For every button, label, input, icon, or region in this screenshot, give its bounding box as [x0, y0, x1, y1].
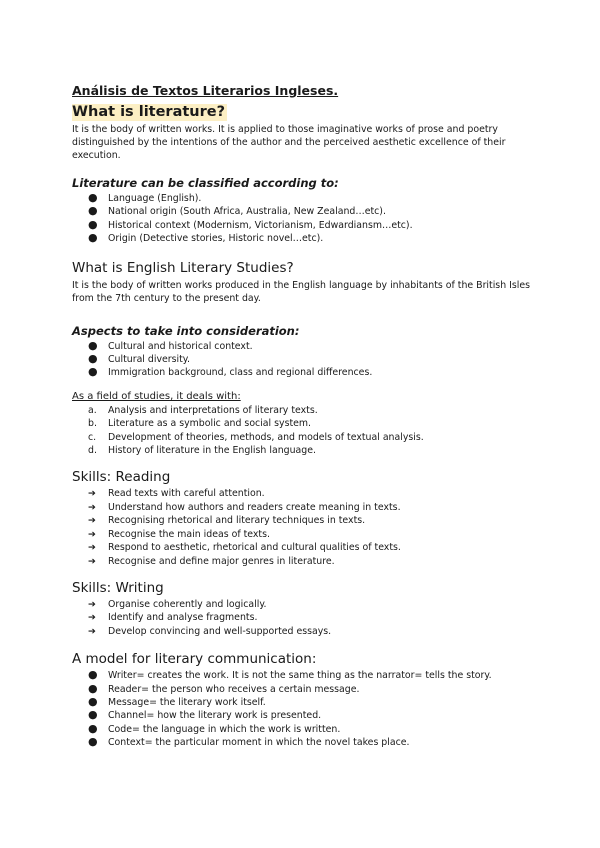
list-item: ● Reader= the person who receives a certain message. [88, 681, 360, 695]
heading-english-literary-studies: What is English Literary Studies? [72, 259, 294, 276]
section-english-literary-studies [72, 260, 532, 305]
field-of-studies-list [72, 404, 532, 458]
heading-skills-reading: Skills: Reading [72, 469, 171, 486]
list-item: ● Message= the literary work itself. [88, 694, 266, 708]
bullet-icon: ● [88, 721, 98, 735]
list-item: c. Development of theories, methods, and models of textual analysis. [88, 431, 424, 443]
bullet-icon: ● [88, 352, 98, 366]
arrow-icon: ➔ [88, 501, 96, 513]
section-classification [72, 176, 532, 246]
arrow-icon: ➔ [88, 625, 96, 637]
list-item: ● Cultural and historical context. [88, 338, 253, 352]
list-item: ➔ Develop convincing and well-supported essays. [88, 625, 332, 637]
bullet-icon: ● [88, 694, 98, 708]
heading-what-is-literature: What is literature? [72, 104, 226, 120]
english-literary-studies-definition: It is the body of written works produced in the English language by inhabitants of the British Isles from the 7th century to the present day. [72, 279, 531, 304]
bullet-icon: ● [88, 668, 98, 682]
arrow-icon: ➔ [88, 612, 96, 624]
list-item: ● Immigration background, class and regional differences. [88, 365, 373, 379]
list-marker: d. [88, 445, 97, 457]
heading-classification: Literature can be classified according to: [72, 176, 339, 190]
bullet-icon: ● [88, 708, 98, 722]
section-field-of-studies [72, 390, 532, 458]
bullet-icon: ● [88, 338, 98, 352]
heading-literary-communication-model: A model for literary communication: [72, 651, 317, 668]
bullet-icon: ● [88, 231, 98, 245]
list-item: ● Origin (Detective stories, Historic novel…etc). [88, 231, 324, 245]
section-skills-writing [72, 580, 532, 638]
arrow-icon: ➔ [88, 488, 96, 500]
arrow-icon: ➔ [88, 555, 96, 567]
list-item: ● Context= the particular moment in which the novel takes place. [88, 735, 410, 749]
skills-writing-list [72, 598, 532, 638]
list-item: ➔ Recognise the main ideas of texts. [88, 528, 270, 540]
list-item: ➔ Read texts with careful attention. [88, 488, 265, 500]
model-list [72, 669, 532, 749]
list-marker: b. [88, 418, 97, 430]
arrow-icon: ➔ [88, 542, 96, 554]
bullet-icon: ● [88, 217, 98, 231]
heading-field-of-studies: As a field of studies, it deals with: [72, 390, 241, 402]
bullet-icon: ● [88, 365, 98, 379]
list-item: d. History of literature in the English language. [88, 445, 316, 457]
bullet-icon: ● [88, 191, 98, 204]
bullet-icon: ● [88, 681, 98, 695]
list-item: ● Historical context (Modernism, Victorianism, Edwardiansm…etc). [88, 217, 413, 231]
list-item: ➔ Understand how authors and readers create meaning in texts. [88, 501, 401, 513]
arrow-icon: ➔ [88, 598, 96, 610]
list-item: ➔ Recognising rhetorical and literary techniques in texts. [88, 515, 366, 527]
list-item: ● Channel= how the literary work is presented. [88, 708, 322, 722]
document-content [72, 83, 532, 750]
list-item: ➔ Organise coherently and logically. [88, 598, 267, 610]
bullet-icon: ● [88, 204, 98, 218]
list-item: ● Writer= creates the work. It is not the same thing as the narrator= tells the story. [88, 668, 492, 682]
list-marker: a. [88, 404, 97, 416]
classification-list [72, 192, 532, 246]
list-item: ➔ Respond to aesthetic, rhetorical and cultural qualities of texts. [88, 542, 401, 554]
section-what-is-literature [72, 101, 532, 162]
list-item: ● Code= the language in which the work is written. [88, 721, 341, 735]
heading-skills-writing: Skills: Writing [72, 579, 164, 596]
arrow-icon: ➔ [88, 515, 96, 527]
list-item: ● Language (English). [88, 191, 202, 204]
skills-reading-list [72, 487, 532, 567]
document-title: Análisis de Textos Literarios Ingleses. [72, 83, 339, 98]
list-item: ● National origin (South Africa, Australia, New Zealand…etc). [88, 204, 386, 218]
section-literary-communication-model [72, 651, 532, 749]
aspects-list [72, 340, 532, 380]
arrow-icon: ➔ [88, 528, 96, 540]
literature-definition: It is the body of written works. It is applied to those imaginative works of prose and poetry distinguished by the intentions of the author and the perceived aesthetic excellence of their execution. [72, 124, 506, 161]
section-aspects [72, 324, 532, 380]
list-item: b. Literature as a symbolic and social system. [88, 418, 312, 430]
list-item: ➔ Identify and analyse fragments. [88, 612, 258, 624]
list-item: ● Cultural diversity. [88, 352, 190, 366]
list-item: ➔ Recognise and define major genres in literature. [88, 555, 335, 567]
section-skills-reading [72, 469, 532, 567]
heading-aspects: Aspects to take into consideration: [72, 323, 300, 338]
list-marker: c. [88, 431, 97, 443]
bullet-icon: ● [88, 735, 98, 749]
list-item: a. Analysis and interpretations of literary texts. [88, 404, 318, 416]
